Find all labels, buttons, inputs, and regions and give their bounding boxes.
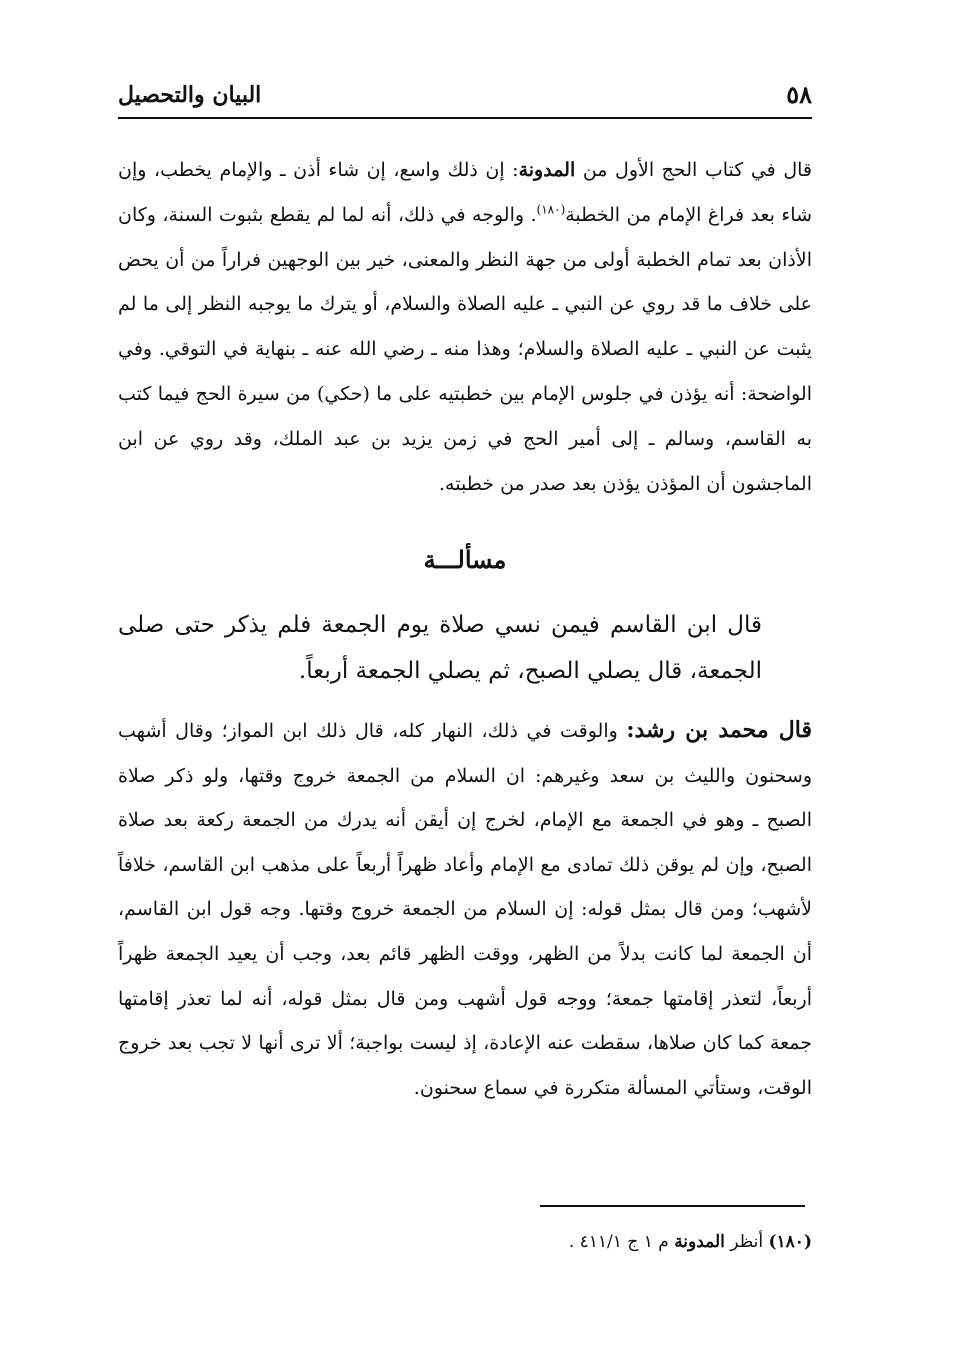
footnote-suffix: م ١ ج ٤١١/١ .: [568, 1232, 675, 1252]
footnote-reference: (١٨٠): [536, 202, 566, 217]
paragraph-1-part-2: : إن ذلك واسع، إن شاء أذن ـ والإمام يخطب، وإن شاء بعد فراغ الإمام من الخطبة: [118, 159, 812, 226]
mudawwana-reference: المدونة: [518, 159, 576, 181]
footnote-source: المدونة: [674, 1232, 725, 1252]
paragraph-1-part-3: . والوجه في ذلك، أنه لما لم يقطع بثبوت السنة، وكان الأذان بعد تمام الخطبة أولى من جهة النظر والمعنى، خير بين الوجهين فراراً من أن يحض على خلاف ما قد روي عن النبي ـ عليه الصلاة والسلام، أو يترك ما يوجبه النظر إلى ما لم يثبت عن النبي ـ عليه الصلاة والسلام؛ وهذا منه ـ رضي الله عنه ـ بنهاية في التوقي. وفي الواضحة: أنه يؤذن في جلوس الإمام بين خطبتيه على ما (حكي) من سيرة الحج فيما كتب به القاسم، وسالم ـ إلى أمير الحج في زمن يزيد بن عبد الملك، وقد روي عن ابن الماجشون أن المؤذن يؤذن بعد صدر من خطبته.: [118, 203, 812, 495]
question-text: قال ابن القاسم فيمن نسي صلاة يوم الجمعة فلم يذكر حتى صلى الجمعة، قال يصلي الصبح، ثم يصلي الجمعة أربعاً.: [118, 612, 762, 684]
paragraph-3: [118, 708, 812, 1110]
footnote-number: (١٨٠): [768, 1232, 812, 1252]
paragraph-3-body: والوقت في ذلك، النهار كله، قال ذلك ابن المواز؛ وقال أشهب وسحنون والليث بن سعد وغيرهم: ان السلام من الجمعة خروج وقتها، ولو ذكر صلاة الصبح ـ وهو في الجمعة مع الإمام، لخرج إن أيقن أنه يدرك من الجمعة ركعة بعد صلاة الصبح، وإن لم يوقن ذلك تمادى مع الإمام وأعاد ظهراً أربعاً على مذهب ابن القاسم، خلافاً لأشهب؛ ومن قال بمثل قوله: إن السلام من الجمعة خروج وقتها. وجه قول ابن القاسم، أن الجمعة لما كانت بدلاً من الظهر، ووقت الظهر قائم بعد، وجب أن يعيد الجمعة ظهراً أربعاً، لتعذر إقامتها جمعة؛ ووجه قول أشهب ومن قال بمثل قوله، أنه لما تعذر إقامتها جمعة كما كان صلاها، سقطت عنه الإعادة، إذ ليست بواجبة؛ ألا ترى أنها لا تجب بعد خروج الوقت، وستأتي المسألة متكررة في سماع سحنون.: [118, 720, 812, 1099]
footnote-rule: [540, 1205, 805, 1207]
commentator-lead: قال محمد بن رشد:: [626, 717, 812, 743]
section-heading: مسألـــة: [423, 545, 507, 574]
footnote-prefix: أنظر: [724, 1232, 769, 1252]
page-number: ٥٨: [786, 80, 812, 109]
paragraph-1: [118, 148, 812, 506]
footnote: [118, 1232, 812, 1252]
page-header: [118, 80, 812, 114]
paragraph-1-part-1: قال في كتاب الحج الأول من: [575, 159, 812, 181]
running-title: البيان والتحصيل: [118, 82, 262, 108]
header-rule: [118, 117, 812, 119]
